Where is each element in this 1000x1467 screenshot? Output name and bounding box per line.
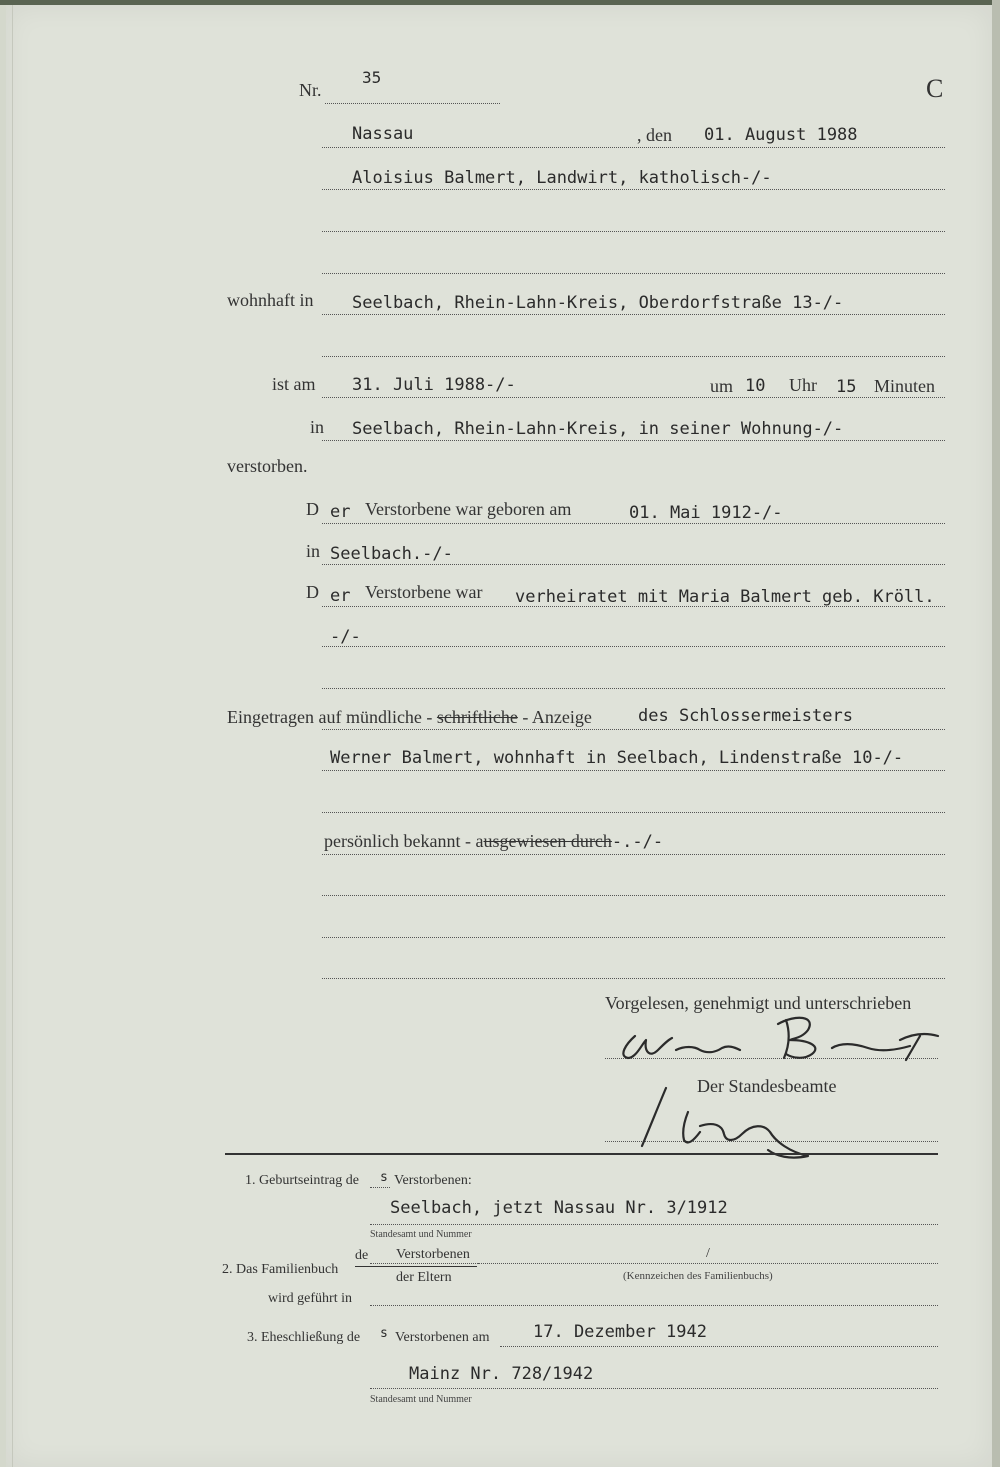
family-book-caption: (Kennzeichen des Familienbuchs) xyxy=(623,1270,773,1282)
read-approved-label: Vorgelesen, genehmigt und unterschrieben xyxy=(605,993,912,1013)
death-minute: 15 xyxy=(836,377,857,397)
birth-in-label: in xyxy=(306,541,321,561)
form-letter: C xyxy=(926,74,944,103)
marriage-record-suffix: Verstorbenen am xyxy=(395,1330,490,1345)
war-label: Verstorbene war xyxy=(365,582,483,602)
family-book-eltern: der Eltern xyxy=(396,1270,452,1285)
death-in-label: in xyxy=(310,417,325,437)
verstorben-label: verstorben. xyxy=(227,456,308,476)
birth-record-label: 1. Geburtseintrag de xyxy=(245,1173,359,1188)
ist-am-label: ist am xyxy=(272,374,316,394)
death-date: 31. Juli 1988-/- xyxy=(352,375,516,395)
family-book-location-line xyxy=(370,1305,938,1306)
marriage-record-caption: Standesamt und Nummer xyxy=(370,1394,472,1405)
residence-value: Seelbach, Rhein-Lahn-Kreis, Oberdorfstraße 13-/- xyxy=(352,293,844,313)
marriage-record-letter: s xyxy=(380,1326,388,1341)
marriage-record-line xyxy=(370,1388,938,1389)
known-label: persönlich bekannt - ausgewiesen durch-.-/- xyxy=(324,831,664,852)
geboren-label: Verstorbene war geboren am xyxy=(365,499,572,519)
family-book-label: 2. Das Familienbuch xyxy=(222,1262,339,1277)
birth-record-line xyxy=(370,1224,938,1225)
birth-record-value: Seelbach, jetzt Nassau Nr. 3/1912 xyxy=(390,1198,728,1218)
registrar-label: Der Standesbeamte xyxy=(697,1076,837,1096)
marital-continuation: -/- xyxy=(330,627,361,647)
marriage-record-value: Mainz Nr. 728/1942 xyxy=(409,1364,594,1384)
marriage-date-line xyxy=(500,1346,938,1347)
um-label: um xyxy=(710,376,734,396)
informant-title: des Schlossermeisters xyxy=(638,706,853,726)
birth-record-caption: Standesamt und Nummer xyxy=(370,1229,472,1240)
nr-label: Nr. xyxy=(299,80,322,100)
family-book-de-line xyxy=(370,1263,478,1264)
death-place: Seelbach, Rhein-Lahn-Kreis, in seiner Wohnung-/- xyxy=(352,419,844,439)
registrar-signature xyxy=(642,1088,808,1158)
family-book-fraction-line xyxy=(355,1266,477,1267)
birth-d-label: D xyxy=(306,499,319,519)
den-label: , den xyxy=(637,125,672,145)
informant-signature-b xyxy=(778,1018,938,1060)
marriage-record-label: 3. Eheschließung de xyxy=(247,1330,361,1345)
marriage-date: 17. Dezember 1942 xyxy=(533,1322,707,1342)
marital-status: verheiratet mit Maria Balmert geb. Kröll. xyxy=(515,587,935,607)
birth-record-suffix: Verstorbenen: xyxy=(394,1173,472,1188)
birth-place: Seelbach.-/- xyxy=(330,544,453,564)
minuten-label: Minuten xyxy=(874,376,935,396)
marriage-d-suffix: er xyxy=(330,586,351,606)
place-value: Nassau xyxy=(352,124,414,144)
family-book-line xyxy=(478,1263,938,1264)
date-value: 01. August 1988 xyxy=(704,125,858,145)
informant-signature xyxy=(623,1036,740,1058)
nr-value: 35 xyxy=(362,68,382,87)
wohnhaft-label: wohnhaft in xyxy=(227,290,314,310)
informant-details: Werner Balmert, wohnhaft in Seelbach, Lindenstraße 10-/- xyxy=(330,748,904,768)
death-hour: 10 xyxy=(745,376,766,396)
family-book-gefuehrt: wird geführt in xyxy=(268,1291,352,1306)
family-book-verstorbenen: Verstorbenen xyxy=(396,1247,470,1262)
deceased-name: Aloisius Balmert, Landwirt, katholisch-/- xyxy=(352,168,772,188)
section-separator xyxy=(225,1153,938,1155)
uhr-label: Uhr xyxy=(789,375,817,395)
birth-record-letter: s xyxy=(380,1170,388,1185)
eingetragen-label: Eingetragen auf mündliche - schriftliche - Anzeige xyxy=(227,707,592,727)
family-book-slash: / xyxy=(706,1246,710,1261)
marriage-d-label: D xyxy=(306,582,319,602)
birth-date: 01. Mai 1912-/- xyxy=(629,503,783,523)
family-book-de: de xyxy=(355,1248,369,1263)
birth-record-letter-line xyxy=(370,1187,390,1188)
birth-d-suffix: er xyxy=(330,502,351,522)
